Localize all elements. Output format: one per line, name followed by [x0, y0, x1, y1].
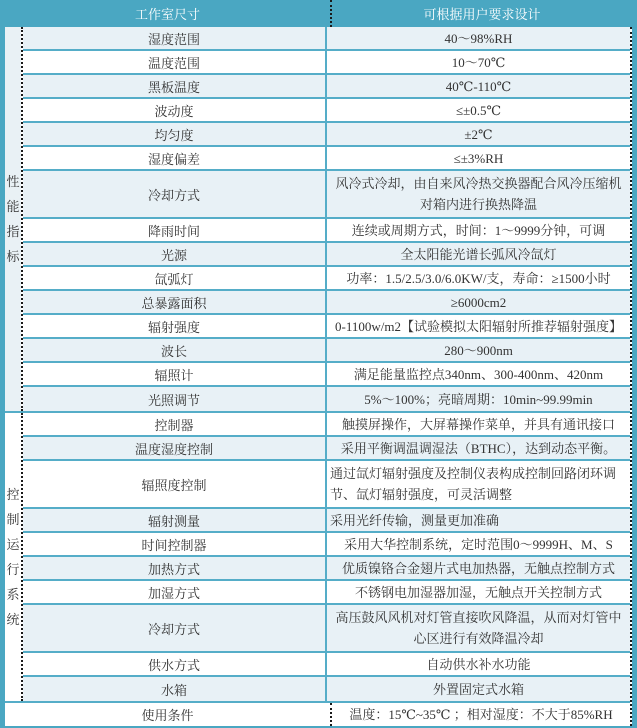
row-value: ≤±3%RH: [453, 150, 504, 166]
table-row: [23, 581, 630, 605]
group-label-text: 控制运行系统: [6, 487, 20, 627]
table-group: [5, 27, 630, 411]
row-value: 0-1100w/m2【试验模拟太阳辐射所推荐辐射强度】: [335, 318, 622, 334]
table-row: [23, 123, 630, 147]
row-value: 5%～100%；亮暗周期：10min~99.99min: [364, 391, 593, 407]
row-value: 全太阳能光谱长弧风冷氙灯: [400, 246, 557, 262]
row-param-name: 冷却方式: [23, 605, 327, 651]
table-row: [23, 557, 630, 581]
header-cell-chamber-size: 工作室尺寸: [134, 7, 200, 22]
table-row: [23, 147, 630, 171]
group-rows: [21, 27, 630, 411]
table-row: [23, 171, 630, 219]
row-value: 连续或周期方式，时间：1～9999分钟，可调: [351, 222, 606, 238]
row-param-name: 加热方式: [23, 557, 327, 579]
table-row: [23, 219, 630, 243]
table-row: [23, 413, 630, 437]
row-value: 10～70℃: [451, 54, 506, 70]
row-param-name: 均匀度: [23, 123, 327, 145]
row-param-name: 黑板温度: [23, 75, 327, 97]
group-label-text: 性能指标: [6, 174, 20, 264]
table-row: [23, 99, 630, 123]
table-row: [23, 75, 630, 99]
row-value: ≤±0.5℃: [455, 102, 502, 118]
row-param-name: 加湿方式: [23, 581, 327, 603]
row-param-name: 温度范围: [23, 51, 327, 73]
table-row: [23, 363, 630, 387]
row-param-name: 波长: [23, 339, 327, 361]
row-param-name: 辐照计: [23, 363, 327, 385]
row-value: 采用大华控制系统，定时范围0～9999H、M、S: [344, 536, 613, 552]
header-cell-custom-design: 可根据用户要求设计: [423, 7, 541, 22]
row-value: 采用平衡调温调湿法（BTHC），达到动态平衡。: [340, 440, 617, 456]
table-row: [23, 27, 630, 51]
row-value: 触摸屏操作，大屏幕操作菜单，并具有通讯接口: [341, 416, 615, 432]
row-value: 40～98%RH: [444, 30, 513, 46]
usage-conditions-row: [5, 701, 630, 726]
group-label: [5, 413, 21, 701]
table-row: [23, 509, 630, 533]
row-param-name: 水箱: [23, 677, 327, 701]
row-param-name: 时间控制器: [23, 533, 327, 555]
row-param-name: 光源: [23, 243, 327, 265]
row-param-name: 波动度: [23, 99, 327, 121]
row-param-name: 光照调节: [23, 387, 327, 411]
row-param-name: 供水方式: [23, 653, 327, 675]
row-value: 优质镍铬合金翅片式电加热器，无触点控制方式: [341, 560, 615, 576]
group-label: [5, 27, 21, 411]
row-value: 风冷式冷却，由自来风冷热交换器配合风冷压缩机对箱内进行换热降温: [335, 176, 622, 212]
row-value: 280～900nm: [444, 342, 513, 358]
table-header-row: [5, 0, 632, 27]
table-row: [23, 461, 630, 509]
row-param-name: 降雨时间: [23, 219, 327, 241]
table-row: [23, 437, 630, 461]
row-value: ±2℃: [464, 126, 493, 142]
row-param-name: 总暴露面积: [23, 291, 327, 313]
table-row: [23, 653, 630, 677]
row-value: 40℃-110℃: [445, 78, 512, 94]
row-param-name: 冷却方式: [23, 171, 327, 217]
table-row: [23, 267, 630, 291]
row-value: 采用光纤传输，测量更加准确: [330, 512, 500, 528]
row-param-name: 湿度范围: [23, 27, 327, 49]
table-row: [23, 387, 630, 411]
group-rows: [21, 413, 630, 701]
row-param-name: 湿度偏差: [23, 147, 327, 169]
row-param-name: 辐照度控制: [23, 461, 327, 507]
row-value: 不锈钢电加湿器加湿，无触点开关控制方式: [354, 584, 602, 600]
table-row: [23, 315, 630, 339]
row-value: 自动供水补水功能: [426, 656, 531, 672]
usage-conditions-label: 使用条件: [141, 708, 194, 723]
table-row: [23, 605, 630, 653]
row-value: 功率：1.5/2.5/3.0/6.0KW/支，寿命：≥1500小时: [346, 270, 611, 286]
table-row: [23, 51, 630, 75]
row-value: ≥6000cm2: [450, 294, 507, 310]
table-row: [23, 677, 630, 701]
row-param-name: 温度湿度控制: [23, 437, 327, 459]
table-group: [5, 411, 630, 701]
row-value: 满足能量监控点340nm、300-400nm、420nm: [353, 366, 604, 382]
table-body: [5, 27, 632, 726]
row-param-name: 辐射测量: [23, 509, 327, 531]
row-value: 外置固定式水箱: [432, 681, 524, 697]
usage-conditions-value: 温度：15℃~35℃ ；相对湿度：不大于85%RH: [349, 707, 613, 722]
row-param-name: 控制器: [23, 413, 327, 435]
row-param-name: 辐射强度: [23, 315, 327, 337]
row-param-name: 氙弧灯: [23, 267, 327, 289]
table-row: [23, 291, 630, 315]
table-row: [23, 533, 630, 557]
row-value: 通过氙灯辐射强度及控制仪表构成控制回路闭环调节、氙灯辐射强度，可灵活调整: [330, 466, 617, 502]
table-row: [23, 243, 630, 267]
table-row: [23, 339, 630, 363]
row-value: 高压鼓风风机对灯管直接吹风降温，从而对灯管中心区进行有效降温冷却: [335, 610, 622, 646]
